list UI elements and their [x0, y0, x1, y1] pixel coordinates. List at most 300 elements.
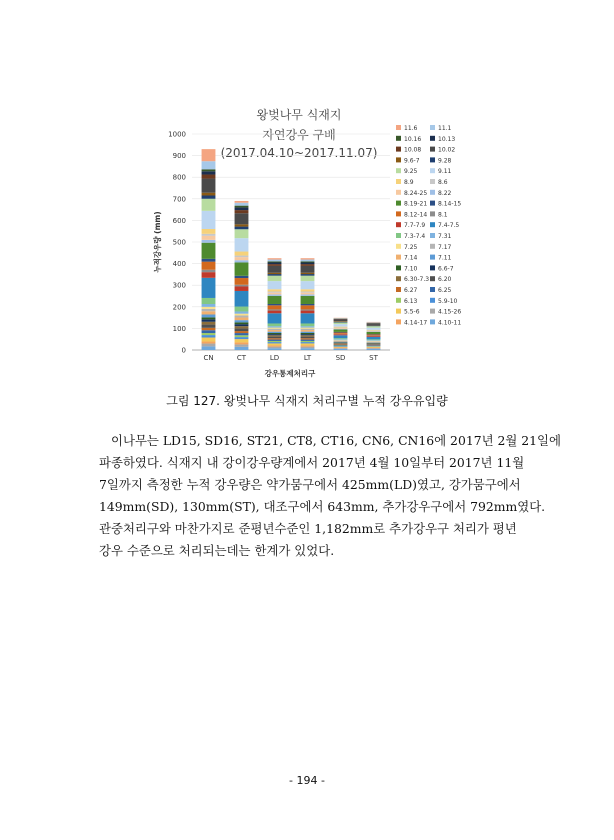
- bar-segment-LD-7.25: [268, 328, 282, 329]
- chart-subtitle-line2: (2017.04.10~2017.11.07): [220, 146, 378, 160]
- legend-swatch: [430, 190, 435, 195]
- body-line-2: 파종하였다. 식재지 내 강이강우량계에서 2017년 4월 10일부터 2017년 11월: [99, 455, 525, 470]
- figure-caption: 그림 127. 왕벚나무 식재지 처리구별 누적 강우유입량: [166, 394, 448, 408]
- bar-segment-SD-8.14-15: [334, 332, 348, 333]
- bar-segment-CT-8.22: [235, 260, 249, 262]
- body-line-5: 관중처리구와 마찬가지로 준평년수준인 1,182mm로 추가강우구 처리가 평년: [99, 521, 517, 536]
- legend-swatch: [430, 298, 435, 303]
- bar-segment-LT-5.9-10: [301, 342, 315, 343]
- bar-segment-CN-5.5-6: [202, 337, 216, 341]
- bar-segment-CT-9.25: [235, 229, 249, 238]
- bar-segment-LT-10.16: [301, 261, 315, 262]
- body-line-1: 이나무는 LD15, SD16, ST21, CT8, CT16, CN6, CN16에 2017년 2월 21일에: [111, 433, 561, 448]
- bar-segment-CN-8.19-21: [202, 243, 216, 259]
- bar-segment-CT-10.13: [235, 207, 249, 210]
- y-tick-label: 800: [172, 173, 186, 182]
- legend-swatch: [430, 136, 435, 141]
- bar-segment-CT-7.7-7.9: [235, 287, 249, 291]
- bar-segment-CN-6.30-7.3: [202, 322, 216, 325]
- bar-segment-LT-8.19-21: [301, 296, 315, 304]
- bar-segment-CN-9.25: [202, 199, 216, 211]
- y-axis-label: 누적강우량 (mm): [153, 211, 162, 273]
- bar-segment-CT-7.11: [235, 320, 249, 322]
- bar-segment-SD-7.4-7.5: [334, 335, 348, 338]
- body-line-3: 7일까지 측정한 누적 강우량은 약가뭄구에서 425mm(LD)였고, 강가뭄구에서: [99, 477, 521, 492]
- bar-segment-CN-10.16: [202, 169, 216, 171]
- bar-segment-SD-9.28: [334, 322, 348, 323]
- page-number: - 194 -: [289, 774, 325, 787]
- bar-segment-CN-9.11: [202, 211, 216, 229]
- legend-label: 6.13: [404, 297, 418, 305]
- legend-label: 9.6-7: [404, 157, 420, 165]
- legend-swatch: [396, 222, 401, 227]
- bar-segment-LT-11.1: [301, 260, 315, 262]
- bar-segment-CN-6.27: [202, 328, 216, 330]
- x-ticks: [203, 354, 378, 362]
- bar-segment-LT-7.17: [301, 329, 315, 330]
- legend-swatch: [430, 233, 435, 238]
- body-line-4: 149mm(SD), 130mm(ST), 대조구에서 643mm, 추가강우구에서 792mm였다.: [99, 499, 546, 514]
- stacked-bar-chart: [0, 0, 614, 390]
- x-tick-label: LT: [303, 354, 312, 362]
- bar-segment-LT-7.11: [301, 332, 315, 333]
- bar-segment-SD-8.12-14: [334, 333, 348, 334]
- bar-segment-LD-6.6-7: [268, 334, 282, 335]
- bar-segment-SD-9.11: [334, 324, 348, 327]
- bar-segment-ST-9.11: [367, 328, 381, 330]
- bar-segment-LD-5.9-10: [268, 342, 282, 343]
- bar-segment-CN-6.13: [202, 333, 216, 335]
- bar-segment-CN-8.12-14: [202, 262, 216, 270]
- bar-segment-LD-9.11: [268, 281, 282, 289]
- bar-segment-CN-11.1: [202, 161, 216, 169]
- bar-segment-CT-7.14: [235, 317, 249, 320]
- bar-segment-CN-6.6-7: [202, 319, 216, 321]
- y-ticks: [168, 131, 186, 355]
- bar-segment-LT-7.10: [301, 333, 315, 334]
- bar-segment-CN-10.02: [202, 179, 216, 193]
- bar-segment-CN-8.9: [202, 229, 216, 234]
- bar-segment-CN-4.10-11: [202, 346, 216, 350]
- bar-segment-ST-7.4-7.5: [367, 337, 381, 340]
- bar-segment-LT-5.5-6: [301, 343, 315, 345]
- bar-segment-LT-10.13: [301, 263, 315, 265]
- y-tick-label: 900: [172, 152, 186, 161]
- bar-segment-LT-8.14-15: [301, 304, 315, 305]
- bar-segment-LD-9.6-7: [268, 273, 282, 274]
- bar-segment-CT-9.6-7: [235, 224, 249, 226]
- y-tick-label: 400: [172, 260, 186, 269]
- bar-segment-CT-7.17: [235, 315, 249, 317]
- bar-segment-ST-4.14-17: [367, 347, 381, 348]
- bar-segment-CN-7.25: [202, 307, 216, 309]
- bar-segment-LD-4.15-26: [268, 347, 282, 349]
- bar-segment-LD-6.27: [268, 338, 282, 339]
- bar-segment-SD-8.24-25: [334, 328, 348, 329]
- bar-segment-LT-7.31: [301, 326, 315, 327]
- legend-label: 6.20: [438, 276, 452, 284]
- bar-segment-CT-7.31: [235, 311, 249, 313]
- legend-swatch: [396, 190, 401, 195]
- legend-label: 11.6: [404, 125, 418, 132]
- bar-segment-CN-6.25: [202, 330, 216, 333]
- bar-segment-LD-7.7-7.9: [268, 311, 282, 314]
- bar-segment-ST-6.25: [367, 345, 381, 346]
- legend-swatch: [396, 265, 401, 270]
- legend-label: 7.11: [438, 254, 452, 262]
- bars: [202, 149, 381, 350]
- legend-label: 7.3-7.4: [404, 233, 426, 240]
- legend-label: 6.30-7.3: [404, 276, 430, 284]
- legend-swatch: [396, 244, 401, 249]
- legend-swatch: [396, 168, 401, 173]
- bar-segment-CN-7.11: [202, 315, 216, 318]
- bar-segment-SD-7.11: [334, 342, 348, 343]
- bar-segment-LT-6.20: [301, 337, 315, 339]
- bar-segment-CT-11.1: [235, 203, 249, 206]
- bar-segment-CN-6.20: [202, 325, 216, 328]
- bar-segment-SD-7.14: [334, 341, 348, 342]
- bar-segment-CT-4.10-11: [235, 347, 249, 350]
- bar-segment-SD-5.9-10: [334, 346, 348, 347]
- bar-segment-LT-9.28: [301, 274, 315, 276]
- bar-segment-CT-10.08: [235, 210, 249, 213]
- bar-segment-SD-5.5-6: [334, 347, 348, 348]
- bar-segment-CN-8.1: [202, 270, 216, 272]
- bar-segment-LD-8.24-25: [268, 293, 282, 295]
- legend-swatch: [396, 276, 401, 281]
- bar-segment-CT-8.12-14: [235, 278, 249, 285]
- bar-segment-CT-7.25: [235, 314, 249, 316]
- bar-segment-CT-6.20: [235, 328, 249, 331]
- legend-label: 9.25: [404, 168, 418, 176]
- bar-segment-LT-6.13: [301, 341, 315, 342]
- bar-segment-CT-7.4-7.5: [235, 291, 249, 307]
- legend-swatch: [396, 136, 401, 141]
- bar-segment-CT-10.02: [235, 213, 249, 224]
- bar-segment-CT-5.5-6: [235, 339, 249, 342]
- legend-swatch: [396, 125, 401, 130]
- bar-segment-CT-6.13: [235, 335, 249, 337]
- bar-segment-SD-6.20: [334, 344, 348, 345]
- legend: [396, 125, 461, 326]
- bar-segment-LT-10.08: [301, 264, 315, 266]
- bar-segment-CT-7.3-7.4: [235, 307, 249, 312]
- bar-segment-LT-7.3-7.4: [301, 323, 315, 326]
- bar-segment-CT-4.15-26: [235, 344, 249, 346]
- bar-segment-LT-7.14: [301, 330, 315, 332]
- bar-segment-SD-9.25: [334, 322, 348, 324]
- legend-swatch: [396, 319, 401, 324]
- bar-segment-LD-7.31: [268, 326, 282, 327]
- bar-segment-CN-8.24-25: [202, 236, 216, 240]
- bar-segment-CN-10.08: [202, 175, 216, 179]
- bar-segment-ST-7.3-7.4: [367, 339, 381, 340]
- legend-swatch: [430, 168, 435, 173]
- bar-segment-LD-7.17: [268, 329, 282, 330]
- bar-segment-SD-6.27: [334, 344, 348, 345]
- bar-segment-LT-7.7-7.9: [301, 311, 315, 314]
- bar-segment-LT-9.6-7: [301, 273, 315, 274]
- x-tick-label: SD: [335, 354, 346, 362]
- bar-segment-LT-7.4-7.5: [301, 313, 315, 323]
- y-tick-label: 700: [172, 195, 186, 204]
- legend-label: 10.13: [438, 135, 456, 143]
- bar-segment-CT-6.30-7.3: [235, 326, 249, 328]
- legend-swatch: [430, 211, 435, 216]
- bar-segment-CN-8.22: [202, 240, 216, 243]
- bar-segment-CN-7.17: [202, 309, 216, 311]
- y-tick-label: 100: [172, 324, 186, 333]
- bar-segment-LT-8.12-14: [301, 305, 315, 309]
- bar-segment-CT-9.11: [235, 238, 249, 251]
- x-tick-label: CT: [236, 354, 247, 362]
- legend-swatch: [430, 157, 435, 162]
- bar-segment-CN-7.31: [202, 304, 216, 307]
- legend-swatch: [430, 125, 435, 130]
- bar-segment-LD-5.5-6: [268, 343, 282, 345]
- legend-swatch: [430, 276, 435, 281]
- gridlines: [192, 134, 390, 350]
- bar-segment-CN-9.6-7: [202, 193, 216, 196]
- bar-segment-CN-7.3-7.4: [202, 298, 216, 304]
- bar-segment-ST-8.12-14: [367, 334, 381, 335]
- bar-segment-LT-4.15-26: [301, 347, 315, 349]
- bar-segment-SD-7.3-7.4: [334, 338, 348, 339]
- bar-segment-LT-8.9: [301, 289, 315, 291]
- bar-segment-CN-7.4-7.5: [202, 278, 216, 298]
- legend-swatch: [430, 201, 435, 206]
- bar-segment-LT-8.1: [301, 309, 315, 310]
- legend-label: 8.9: [404, 179, 414, 186]
- bar-segment-LD-7.4-7.5: [268, 313, 282, 323]
- bar-segment-ST-4.15-26: [367, 348, 381, 349]
- bar-segment-CT-10.16: [235, 206, 249, 208]
- bar-segment-LT-7.25: [301, 328, 315, 329]
- bar-segment-CT-6.25: [235, 333, 249, 335]
- bar-segment-LT-4.14-17: [301, 345, 315, 346]
- bar-segment-LT-9.25: [301, 276, 315, 281]
- bar-segment-LD-7.10: [268, 333, 282, 334]
- bar-segment-LT-9.11: [301, 281, 315, 289]
- legend-swatch: [430, 287, 435, 292]
- bar-segment-ST-10.02: [367, 324, 381, 325]
- bar-segment-SD-4.14-17: [334, 347, 348, 348]
- legend-label: 4.14-17: [404, 319, 428, 327]
- legend-swatch: [396, 157, 401, 162]
- legend-label: 4.10-11: [438, 319, 462, 327]
- bar-segment-CN-7.14: [202, 311, 216, 314]
- y-tick-label: 500: [172, 238, 186, 247]
- legend-swatch: [396, 179, 401, 184]
- body-paragraph: [99, 430, 561, 562]
- bar-segment-CT-6.6-7: [235, 324, 249, 326]
- bar-segment-CN-9.28: [202, 196, 216, 199]
- bar-segment-ST-9.28: [367, 326, 381, 327]
- bar-segment-CT-8.24-25: [235, 257, 249, 260]
- bar-segment-CT-5.9-10: [235, 337, 249, 339]
- bar-segment-SD-8.9: [334, 327, 348, 328]
- bar-segment-SD-8.19-21: [334, 329, 348, 332]
- legend-label: 8.12-14: [404, 211, 428, 219]
- legend-label: 8.1: [438, 211, 448, 219]
- bar-segment-CT-8.1: [235, 285, 249, 287]
- legend-swatch: [396, 287, 401, 292]
- legend-swatch: [430, 222, 435, 227]
- legend-swatch: [430, 265, 435, 270]
- bar-segment-ST-8.9: [367, 330, 381, 331]
- legend-label: 7.7-7.9: [404, 222, 426, 230]
- legend-label: 10.08: [404, 146, 422, 154]
- bar-segment-CN-4.14-17: [202, 342, 216, 344]
- legend-label: 6.27: [404, 287, 418, 294]
- bar-segment-SD-7.7-7.9: [334, 334, 348, 335]
- bar-segment-LD-10.02: [268, 266, 282, 273]
- bar-segment-LD-6.30-7.3: [268, 335, 282, 336]
- y-tick-label: 1000: [168, 130, 186, 139]
- bar-segment-CT-8.14-15: [235, 276, 249, 278]
- bar-segment-LD-8.14-15: [268, 304, 282, 305]
- bar-segment-LT-11.6: [301, 258, 315, 259]
- legend-swatch: [396, 147, 401, 152]
- bar-segment-SD-7.31: [334, 339, 348, 340]
- bar-segment-LD-8.9: [268, 289, 282, 291]
- bar-segment-SD-9.6-7: [334, 321, 348, 322]
- bar-segment-LD-4.14-17: [268, 345, 282, 346]
- legend-label: 10.16: [404, 135, 422, 143]
- bar-segment-CN-8.6: [202, 234, 216, 236]
- legend-swatch: [396, 309, 401, 314]
- legend-swatch: [430, 309, 435, 314]
- legend-label: 7.25: [404, 243, 418, 251]
- legend-label: 7.31: [438, 233, 452, 240]
- bar-segment-LT-6.27: [301, 338, 315, 339]
- bar-segment-LT-6.30-7.3: [301, 335, 315, 336]
- bar-segment-LD-7.14: [268, 330, 282, 332]
- body-line-6: 강우 수준으로 처리되는데는 한계가 있었다.: [99, 543, 335, 558]
- bar-segment-CT-7.10: [235, 322, 249, 324]
- bar-segment-LD-10.13: [268, 263, 282, 265]
- legend-label: 5.5-6: [404, 308, 420, 316]
- chart-title: 왕벚나무 식재지: [256, 108, 342, 122]
- legend-swatch: [430, 319, 435, 324]
- x-tick-label: CN: [203, 354, 214, 362]
- bar-segment-LD-8.1: [268, 309, 282, 310]
- bar-segment-CT-8.9: [235, 252, 249, 256]
- bar-segment-LD-6.25: [268, 340, 282, 341]
- bar-segment-LD-9.25: [268, 276, 282, 281]
- legend-label: 9.28: [438, 157, 452, 165]
- bar-segment-LT-8.22: [301, 294, 315, 295]
- bar-segment-LD-6.13: [268, 341, 282, 342]
- bar-segment-LD-7.11: [268, 332, 282, 333]
- bar-segment-LD-10.16: [268, 261, 282, 262]
- bar-segment-CT-6.27: [235, 331, 249, 333]
- bar-segment-LD-10.08: [268, 264, 282, 266]
- bar-segment-SD-4.15-26: [334, 348, 348, 349]
- bar-segment-ST-5.5-6: [367, 347, 381, 348]
- legend-label: 8.19-21: [404, 200, 428, 208]
- legend-label: 8.6: [438, 179, 448, 186]
- bar-segment-ST-4.10-11: [367, 349, 381, 350]
- bar-segment-CT-8.6: [235, 256, 249, 258]
- bar-segment-LD-8.22: [268, 294, 282, 295]
- legend-swatch: [430, 147, 435, 152]
- bar-segment-ST-7.31: [367, 340, 381, 341]
- y-tick-label: 300: [172, 281, 186, 290]
- legend-label: 9.11: [438, 168, 452, 176]
- bar-segment-CN-8.14-15: [202, 259, 216, 262]
- legend-label: 8.22: [438, 189, 452, 197]
- bar-segment-SD-8.22: [334, 329, 348, 330]
- legend-label: 7.14: [404, 254, 418, 262]
- bar-segment-SD-10.02: [334, 320, 348, 321]
- legend-label: 7.4-7.5: [438, 222, 460, 230]
- bar-segment-SD-6.25: [334, 345, 348, 346]
- legend-label: 8.14-15: [438, 200, 462, 208]
- x-tick-label: ST: [369, 354, 378, 362]
- bar-segment-CN-7.10: [202, 317, 216, 319]
- x-axis-label: 강우통제처리구: [264, 369, 316, 378]
- bar-segment-SD-7.17: [334, 340, 348, 341]
- bar-segment-ST-6.20: [367, 344, 381, 345]
- bar-segment-SD-6.30-7.3: [334, 343, 348, 344]
- legend-label: 11.1: [438, 125, 452, 132]
- legend-label: 6.25: [438, 287, 452, 294]
- legend-swatch: [396, 233, 401, 238]
- bar-segment-LD-8.19-21: [268, 296, 282, 304]
- legend-label: 8.24-25: [404, 189, 428, 197]
- bar-segment-SD-4.10-11: [334, 349, 348, 350]
- bar-segment-LD-11.1: [268, 260, 282, 262]
- bar-segment-LD-9.28: [268, 274, 282, 276]
- x-tick-label: LD: [269, 354, 280, 362]
- y-tick-label: 200: [172, 303, 186, 312]
- bar-segment-CN-11.6: [202, 149, 216, 161]
- bar-segment-CT-9.28: [235, 227, 249, 230]
- legend-label: 4.15-26: [438, 308, 462, 316]
- bar-segment-ST-9.25: [367, 326, 381, 327]
- bar-segment-CT-4.14-17: [235, 342, 249, 344]
- bar-segment-LD-7.3-7.4: [268, 323, 282, 326]
- bar-segment-CT-8.19-21: [235, 262, 249, 275]
- legend-swatch: [396, 298, 401, 303]
- legend-swatch: [396, 211, 401, 216]
- legend-swatch: [396, 255, 401, 260]
- legend-label: 5.9-10: [438, 297, 458, 305]
- legend-swatch: [430, 179, 435, 184]
- bar-segment-ST-7.14: [367, 342, 381, 343]
- y-tick-label: 600: [172, 216, 186, 225]
- bar-segment-LD-6.20: [268, 337, 282, 339]
- bar-segment-LD-4.10-11: [268, 348, 282, 350]
- chart-subtitle-line1: 자연강우 구배: [262, 128, 336, 142]
- bar-segment-ST-8.24-25: [367, 331, 381, 332]
- bar-segment-LD-8.6: [268, 292, 282, 293]
- legend-label: 7.17: [438, 243, 452, 251]
- legend-label: 7.10: [404, 265, 418, 273]
- legend-label: 10.02: [438, 146, 456, 154]
- bar-segment-LD-11.6: [268, 258, 282, 259]
- bar-segment-LT-6.25: [301, 340, 315, 341]
- bar-segment-LD-8.12-14: [268, 305, 282, 309]
- bar-segment-CN-7.7-7.9: [202, 272, 216, 278]
- legend-label: 6.6-7: [438, 265, 454, 273]
- bar-segment-CN-4.15-26: [202, 344, 216, 347]
- bar-segment-CT-11.6: [235, 201, 249, 203]
- bar-segment-LT-8.24-25: [301, 293, 315, 295]
- bar-segment-CN-10.13: [202, 171, 216, 174]
